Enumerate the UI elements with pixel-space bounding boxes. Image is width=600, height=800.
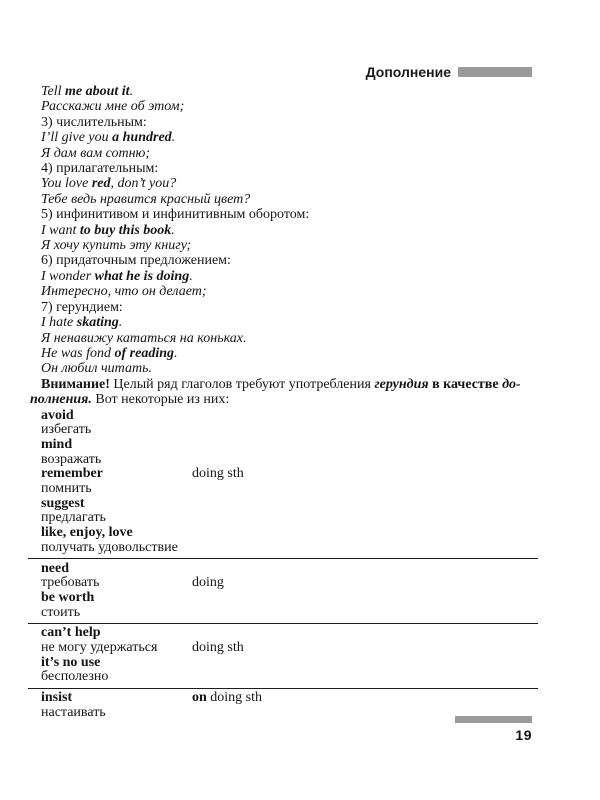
text-segment: 6) придаточным предложением: bbox=[41, 253, 231, 269]
line-example-ru bbox=[30, 99, 538, 114]
text-segment: Расскажи мне об этом; bbox=[41, 99, 185, 115]
verb-cell bbox=[30, 452, 101, 467]
text-segment: red bbox=[91, 176, 111, 192]
text-segment: получать удовольствие bbox=[41, 539, 178, 555]
line-example-en bbox=[30, 84, 538, 99]
gerund-pattern bbox=[192, 691, 262, 706]
text-segment: a hundred bbox=[112, 130, 172, 146]
verb-cell bbox=[30, 408, 74, 423]
text-segment: Я дам вам сотню; bbox=[41, 145, 151, 161]
text-segment: настаивать bbox=[41, 704, 106, 720]
verb-row bbox=[30, 656, 538, 671]
verb-row bbox=[30, 511, 538, 526]
text-segment: Он любил читать. bbox=[41, 361, 152, 377]
line-example-ru bbox=[30, 192, 538, 207]
line-example-en bbox=[30, 346, 538, 361]
text-segment: doing sth bbox=[192, 640, 244, 656]
text-segment: skating bbox=[76, 315, 119, 331]
verb-cell bbox=[30, 625, 101, 640]
gerund-pattern bbox=[192, 576, 224, 591]
line-example-ru bbox=[30, 238, 538, 253]
text-segment: Вот некоторые из них: bbox=[91, 392, 230, 408]
line-numbered bbox=[30, 300, 538, 315]
text-segment: . bbox=[118, 315, 123, 331]
text-segment: mind bbox=[41, 436, 73, 452]
text-segment: of reading bbox=[114, 345, 174, 361]
text-segment: Tell bbox=[41, 84, 65, 99]
line-example-en bbox=[30, 315, 538, 330]
text-segment: . bbox=[189, 268, 193, 284]
text-segment: 3) числительным: bbox=[41, 114, 147, 130]
verb-cell bbox=[30, 655, 100, 670]
text-segment: Тебе ведь нравится красный цвет? bbox=[41, 191, 251, 207]
text-segment: doing bbox=[192, 575, 224, 591]
gerund-verbs-table bbox=[30, 409, 538, 721]
verb-row bbox=[30, 497, 538, 512]
header-bar bbox=[458, 67, 532, 77]
verb-row bbox=[30, 691, 538, 706]
text-segment: Целый ряд глаголов требуют употребления bbox=[109, 376, 375, 392]
line-numbered bbox=[30, 253, 538, 268]
verb-row bbox=[30, 576, 538, 591]
verb-cell bbox=[30, 540, 178, 555]
verb-row bbox=[30, 526, 538, 541]
text-segment: avoid bbox=[41, 407, 74, 423]
text-segment: to buy this book bbox=[79, 222, 172, 238]
verb-cell bbox=[30, 496, 85, 511]
verb-row bbox=[30, 626, 538, 641]
line-example-en bbox=[30, 269, 538, 284]
verb-row bbox=[30, 482, 538, 497]
page-number: 19 bbox=[515, 727, 532, 743]
verb-row bbox=[30, 562, 538, 577]
text-segment: помнить bbox=[41, 481, 92, 497]
separator-rule bbox=[28, 558, 538, 559]
text-segment: предлагать bbox=[41, 510, 106, 526]
line-example-en bbox=[30, 176, 538, 191]
text-segment: 5) инфинитивом и инфинитивным оборотом: bbox=[41, 207, 310, 223]
text-segment: He was fond bbox=[41, 345, 115, 361]
line-numbered bbox=[30, 115, 538, 130]
text-segment: избегать bbox=[41, 422, 92, 438]
line-numbered bbox=[30, 207, 538, 222]
text-segment: не могу удержаться bbox=[41, 640, 158, 656]
text-segment: бесполезно bbox=[41, 669, 109, 685]
text-segment: suggest bbox=[41, 495, 85, 511]
verb-row bbox=[30, 409, 538, 424]
text-segment: doing sth bbox=[192, 466, 244, 482]
verb-cell bbox=[30, 605, 80, 620]
text-segment: стоить bbox=[41, 604, 81, 620]
verb-cell bbox=[30, 525, 133, 540]
text-segment: what he is doing bbox=[94, 268, 190, 284]
separator-rule bbox=[28, 688, 538, 689]
verb-cell bbox=[30, 705, 106, 720]
text-segment: can’t help bbox=[41, 625, 101, 641]
verb-cell bbox=[30, 669, 108, 684]
text-segment: полнения. bbox=[30, 392, 92, 408]
line-example-ru bbox=[30, 331, 538, 346]
text-segment: 7) герундием: bbox=[41, 299, 123, 315]
verb-cell bbox=[30, 575, 99, 590]
gerund-pattern bbox=[192, 641, 244, 656]
text-segment: I wonder bbox=[41, 268, 95, 284]
text-segment: insist bbox=[41, 690, 73, 706]
verb-cell bbox=[30, 561, 69, 576]
section-title: Дополнение bbox=[365, 64, 451, 80]
verb-row bbox=[30, 670, 538, 685]
text-segment: on bbox=[192, 690, 207, 706]
verb-row bbox=[30, 541, 538, 556]
text-segment: возражать bbox=[41, 451, 102, 467]
verb-row bbox=[30, 606, 538, 621]
text-segment: me about it bbox=[65, 84, 130, 99]
text-segment: . bbox=[171, 222, 175, 238]
line-attention-cont bbox=[30, 392, 538, 407]
verb-row bbox=[30, 453, 538, 468]
text-segment: like, enjoy, love bbox=[41, 525, 133, 541]
page-header bbox=[0, 64, 532, 80]
text-segment: . bbox=[129, 84, 134, 99]
separator-rule bbox=[28, 623, 538, 624]
verb-cell bbox=[30, 481, 92, 496]
verb-row bbox=[30, 423, 538, 438]
verb-cell bbox=[30, 437, 72, 452]
text-segment: I’ll give you bbox=[41, 130, 113, 146]
text-segment: Внимание! bbox=[41, 376, 110, 392]
page-footer bbox=[455, 716, 532, 743]
line-example-ru bbox=[30, 284, 538, 299]
verb-cell bbox=[30, 640, 157, 655]
verb-cell bbox=[30, 466, 103, 481]
text-segment: , don’t you? bbox=[110, 176, 177, 192]
text-segment: You love bbox=[41, 176, 92, 192]
verb-row bbox=[30, 591, 538, 606]
line-numbered bbox=[30, 161, 538, 176]
text-segment: need bbox=[41, 560, 69, 576]
text-segment: doing sth bbox=[206, 690, 263, 706]
text-segment: . bbox=[171, 130, 176, 146]
line-attention bbox=[30, 377, 538, 392]
text-block bbox=[30, 84, 538, 408]
footer-bar bbox=[455, 716, 532, 723]
verb-cell bbox=[30, 690, 72, 705]
text-segment: Я хочу купить эту книгу; bbox=[41, 238, 192, 254]
line-example-ru bbox=[30, 146, 538, 161]
text-segment: Я ненавижу кататься на коньках. bbox=[41, 330, 247, 346]
line-example-en bbox=[30, 130, 538, 145]
line-example-en bbox=[30, 223, 538, 238]
gerund-pattern bbox=[192, 467, 244, 482]
verb-cell bbox=[30, 422, 91, 437]
verb-row bbox=[30, 467, 538, 482]
verb-cell bbox=[30, 590, 94, 605]
verb-row bbox=[30, 641, 538, 656]
verb-cell bbox=[30, 510, 106, 525]
text-segment: it’s no use bbox=[41, 654, 101, 670]
text-segment: требовать bbox=[41, 575, 100, 591]
text-segment: remember bbox=[41, 466, 103, 482]
text-segment: до- bbox=[502, 376, 521, 392]
text-segment: Интересно, что он делает; bbox=[41, 284, 207, 300]
text-segment: 4) прилагательным: bbox=[41, 161, 159, 177]
text-segment: I want bbox=[41, 222, 80, 238]
verb-row bbox=[30, 438, 538, 453]
text-segment: I hate bbox=[41, 315, 77, 331]
text-segment: герундия bbox=[374, 376, 429, 392]
line-example-ru bbox=[30, 361, 538, 376]
text-segment: be worth bbox=[41, 589, 95, 605]
page-content bbox=[30, 84, 538, 721]
text-segment: . bbox=[174, 345, 178, 361]
text-segment: в качестве bbox=[428, 376, 503, 392]
